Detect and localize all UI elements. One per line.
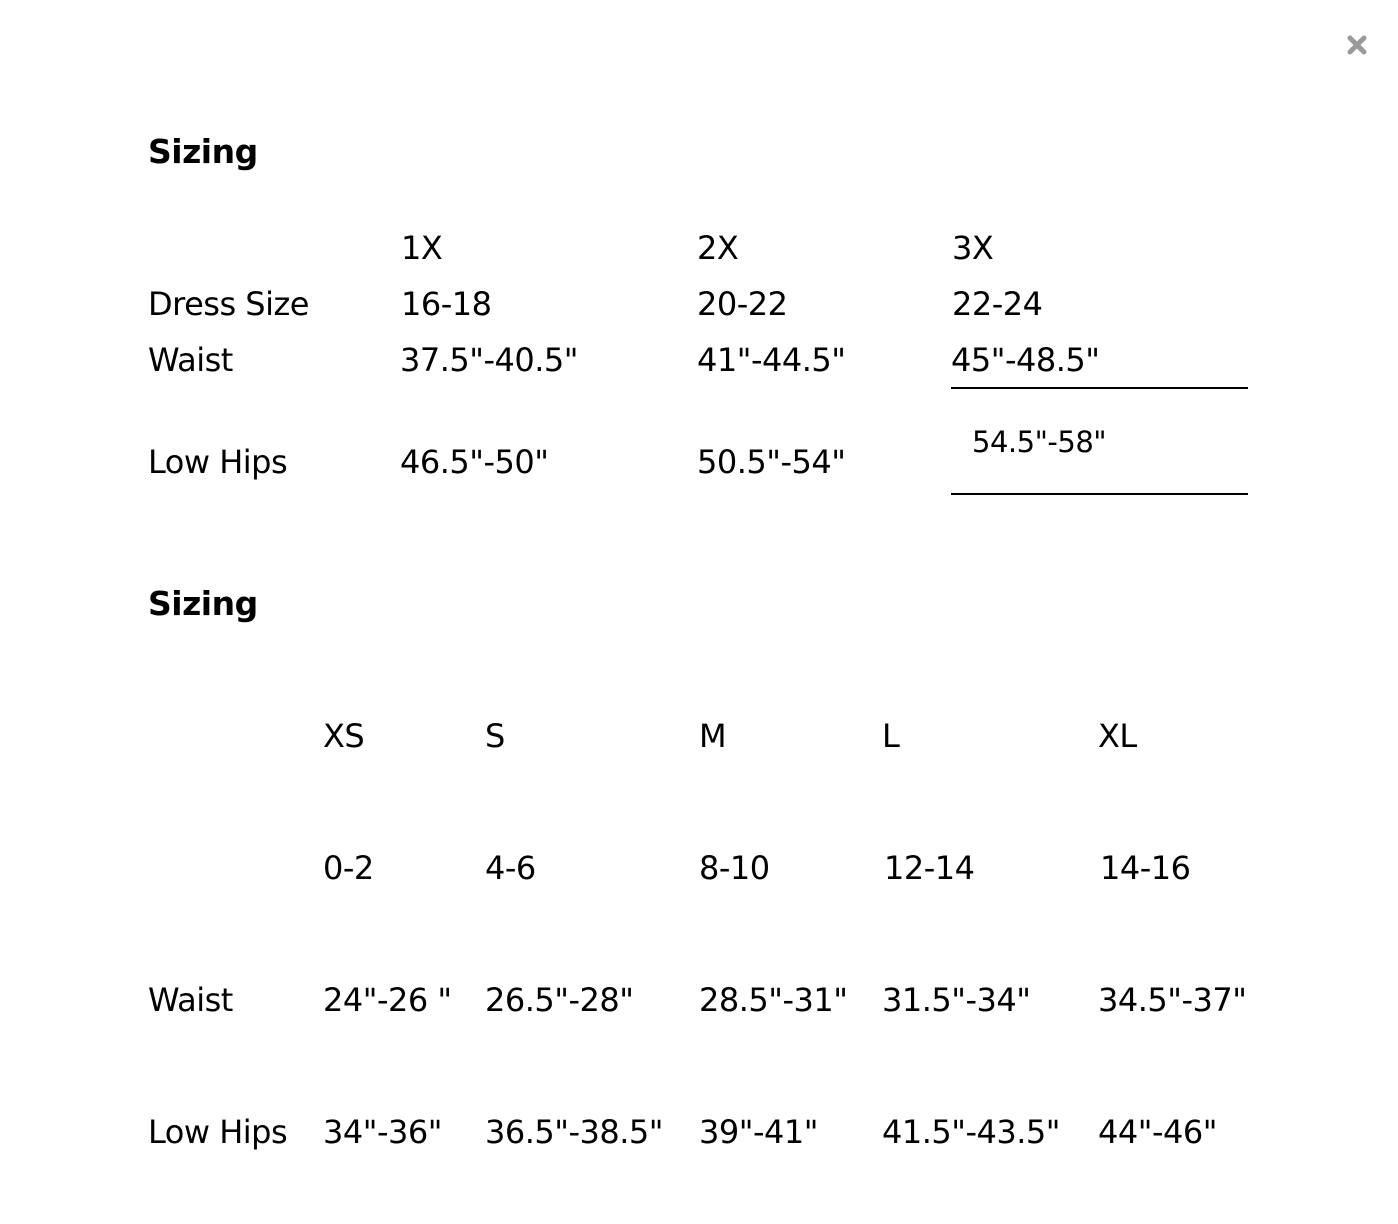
table-cell: 50.5"-54" [697,443,846,481]
column-header: 2X [697,229,739,267]
cell-border [951,493,1248,495]
table-cell: 54.5"-58" [972,425,1107,459]
row-label: Low Hips [148,1113,288,1151]
table-cell: 44"-46" [1098,1113,1217,1151]
table-cell: 31.5"-34" [882,981,1031,1019]
table-cell: 24"-26 " [323,981,452,1019]
table-cell: 20-22 [697,285,788,323]
row-label: Low Hips [148,443,288,481]
table-cell: 45"-48.5" [951,341,1100,379]
table-cell: 12-14 [884,849,975,887]
row-label: Dress Size [148,285,309,323]
table-cell: 8-10 [699,849,770,887]
cell-border [951,387,1248,389]
close-button[interactable] [1346,33,1368,57]
row-label: Waist [148,341,233,379]
table-cell: 37.5"-40.5" [400,341,578,379]
standard-sizing-heading: Sizing [148,584,258,623]
column-header: XS [323,717,365,755]
column-header: S [485,717,505,755]
table-cell: 4-6 [485,849,536,887]
column-header: 1X [401,229,443,267]
table-cell: 16-18 [401,285,492,323]
column-header: L [882,717,900,755]
table-cell: 22-24 [952,285,1043,323]
table-cell: 14-16 [1100,849,1191,887]
table-cell: 41.5"-43.5" [882,1113,1060,1151]
close-icon [1346,33,1368,57]
table-cell: 0-2 [323,849,374,887]
table-cell: 34"-36" [323,1113,442,1151]
row-label: Waist [148,981,233,1019]
column-header: M [699,717,727,755]
table-cell: 36.5"-38.5" [485,1113,663,1151]
table-cell: 34.5"-37" [1098,981,1247,1019]
column-header: 3X [952,229,994,267]
table-cell: 26.5"-28" [485,981,634,1019]
table-cell: 39"-41" [699,1113,818,1151]
table-cell: 46.5"-50" [400,443,549,481]
plus-sizing-heading: Sizing [148,132,258,171]
table-cell: 41"-44.5" [697,341,846,379]
table-cell: 28.5"-31" [699,981,848,1019]
column-header: XL [1098,717,1137,755]
